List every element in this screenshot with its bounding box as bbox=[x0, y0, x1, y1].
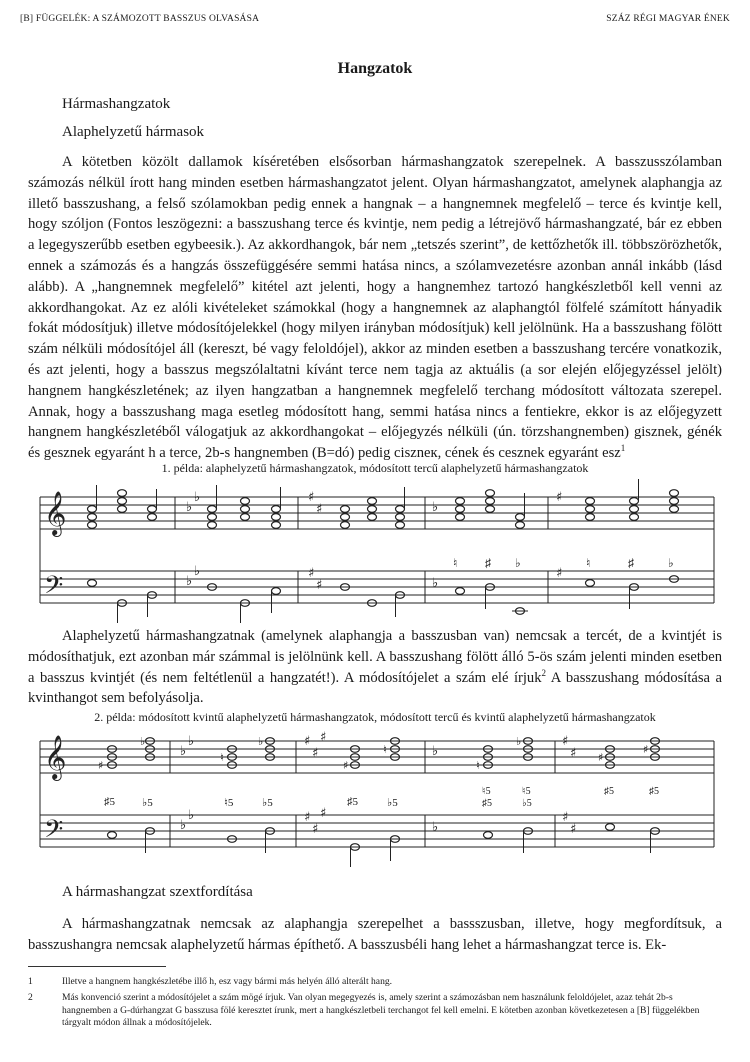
example-2-bass-staff bbox=[40, 815, 714, 847]
svg-text:♭: ♭ bbox=[432, 744, 439, 759]
svg-text:♭: ♭ bbox=[194, 490, 201, 505]
example-1-caption: 1. példa: alaphelyzetű hármashangzatok, módosított tercű alaphelyzetű hármashangzatok bbox=[161, 461, 589, 475]
figure: ♯ bbox=[485, 556, 491, 570]
treble-clef-icon: 𝄞 bbox=[44, 491, 67, 535]
svg-text:♭: ♭ bbox=[432, 576, 439, 591]
svg-text:♭: ♭ bbox=[188, 808, 195, 823]
figure: ♭5 bbox=[387, 797, 398, 809]
svg-text:♭: ♭ bbox=[194, 564, 201, 579]
footnote-number: 1 bbox=[28, 976, 33, 987]
svg-text:♮: ♮ bbox=[220, 751, 224, 764]
svg-text:♯: ♯ bbox=[562, 734, 569, 749]
svg-text:♭: ♭ bbox=[432, 500, 439, 515]
svg-text:♭: ♭ bbox=[186, 500, 193, 515]
footnote-2 bbox=[28, 992, 722, 1030]
figure: ♯5 bbox=[482, 798, 492, 809]
svg-text:♭: ♭ bbox=[140, 735, 146, 748]
figure: ♭5 bbox=[142, 797, 153, 809]
svg-text:♭: ♭ bbox=[180, 744, 187, 759]
figure: ♭ bbox=[515, 556, 521, 570]
treble-clef-icon: 𝄞 bbox=[44, 735, 67, 779]
footnote-ref-1: 1 bbox=[620, 443, 626, 454]
svg-text:♭: ♭ bbox=[188, 734, 195, 749]
figure: ♯5 bbox=[347, 796, 358, 808]
svg-text:♭: ♭ bbox=[258, 735, 264, 748]
page-title: Hangzatok bbox=[337, 60, 413, 77]
svg-text:♭: ♭ bbox=[180, 818, 187, 833]
svg-text:♯: ♯ bbox=[312, 746, 319, 761]
svg-text:♭: ♭ bbox=[516, 735, 522, 748]
footnote-text: Más konvenció szerint a módosítójelet a szám mögé írjuk. Van olyan megegyezés is, amely szerint a számozásban nem használunk feloldójelet, azaz tehát 2b-s hangnemben a G-dúrhangzat G basszusa fölé keresztet írunk, mert a hangkészletbeli terchangot fel kell emelni. E kötetben azonban következetesen a [B] függelékben tárgyalt módon állnak a módosítójelek. bbox=[62, 992, 700, 1028]
running-header-left: [B] FÜGGELÉK: A SZÁMOZOTT BASSZUS OLVASÁSA bbox=[20, 14, 260, 24]
svg-text:♯: ♯ bbox=[98, 759, 104, 772]
svg-text:♭: ♭ bbox=[186, 574, 193, 589]
svg-text:♯: ♯ bbox=[343, 759, 349, 772]
bass-clef-icon: 𝄢 bbox=[44, 571, 64, 606]
svg-text:♯: ♯ bbox=[556, 566, 563, 581]
figure: ♯ bbox=[628, 556, 634, 570]
svg-text:♯: ♯ bbox=[320, 806, 327, 821]
svg-text:♮: ♮ bbox=[476, 759, 480, 772]
figure: ♭5 bbox=[522, 798, 532, 809]
svg-text:♯: ♯ bbox=[598, 751, 604, 764]
figure: ♭ bbox=[668, 556, 674, 570]
figure: ♮5 bbox=[482, 786, 491, 797]
svg-text:♯: ♯ bbox=[570, 746, 577, 761]
section-heading-inversion: A hármashangzat szextfordítása bbox=[62, 884, 253, 900]
paragraph-3: A hármashangzatnak nemcsak az alaphangja szerepelhet a bassszusban, illetve, hogy megfordítsuk, a basszushangra nemcsak alaphelyzetű hármas építhető. A basszusbéli hang lehet a hármashangzat terce is. Ek- bbox=[28, 916, 722, 953]
figure: ♮5 bbox=[522, 786, 531, 797]
svg-text:♭: ♭ bbox=[432, 820, 439, 835]
svg-text:♯: ♯ bbox=[562, 810, 569, 825]
running-header-right: SZÁZ RÉGI MAGYAR ÉNEK bbox=[606, 14, 730, 24]
example-2-caption: 2. példa: módosított kvintű alaphelyzetű hármashangzatok, módosított tercű és kvintű alaphelyzetű hármashangzatok bbox=[94, 710, 656, 724]
figure: ♮ bbox=[453, 556, 458, 570]
footnote-divider bbox=[28, 966, 166, 967]
footnote-number: 2 bbox=[28, 992, 33, 1003]
svg-text:♯: ♯ bbox=[308, 566, 315, 581]
figure: ♮5 bbox=[224, 797, 234, 809]
svg-text:♯: ♯ bbox=[316, 578, 323, 593]
svg-text:♯: ♯ bbox=[316, 502, 323, 517]
subsection-heading: Alaphelyzetű hármasok bbox=[62, 124, 205, 140]
svg-text:♯: ♯ bbox=[312, 822, 319, 837]
figure: ♯5 bbox=[604, 786, 614, 797]
footnote-ref-2: 2 bbox=[541, 667, 547, 678]
svg-text:♯: ♯ bbox=[643, 743, 649, 756]
svg-text:♮: ♮ bbox=[383, 743, 387, 756]
svg-text:♯: ♯ bbox=[304, 810, 311, 825]
paragraph-2-end: A basszushang módosítása a kvinthangot sem befolyásolja. bbox=[28, 669, 723, 707]
paragraph-1-text: A kötetben közölt dallamok kíséretében elsősorban hármashangzatok szerepelnek. A basszusszólamban számozás nélkül írott hang minden esetben hármashangzatot jelent. Olyan hármashangzatot, amelynek alaphangja az illető basszushang, a felső szólamokban pedig ennek a hangnak – a hangnemnek megfelelő – terce és kvintje kell, hogy szóljon (Fontos leszögezni: a basszushang terce és kvintje, nem pedig a létrejövő hármashangzaté, bár ez ebben a legegyszerűbb esetben egybeesik.). Az akkordhangok, bár nem „tetszés szerint”, de kettőzhetők ill. többszörözhetők, ennek a számozás és a hangzás összefüggésére semmi hatása nincs, a szólamvezetésre azonban annál inkább (lásd alább). A „hangnemnek megfelelő” kitétel azt jelenti, hogy a hangnemhez tartozó hangkészletből kell venni az akkordhangokat. Az ez alóli kivételeket számokkal (hogy a hangnemnek az alaphangtól fölfelé számított hányadik fokát módosítjuk) illetve módosítójelekkel (hogy milyen irányban módosítjuk) kell jelölnünk. Ha a basszushang fölött szám nélküli módosítójel áll (kereszt, bé vagy feloldójel), akkor az minden esetben a basszushang tercére vonatkozik, és azt jelenti, hogy a basszus megszólaltatni kívánt terce nem tagja az aktuális (a sor elején előjegyzéssel jelölt) hangnem hangkészletének; az ilyen hangzatban a hangnemnek megfelelő terchang módosított változata szerepel. Annak, hogy a basszushang maga esetleg módosított hang, semmi hatása nincs a fentiekre, ekkor is az előjegyzett hangnem hangkészletéből válogatjuk az akkordhangokat – előjegyzés nélküli (ún. törzshangnemben) gisznek, génék és gesznek egyaránt h a terce, 2b-s hangnemben (B=dó) pedig ciszneк, cének és cesznek egyaránt esz bbox=[28, 154, 722, 462]
bass-clef-icon: 𝄢 bbox=[44, 815, 64, 850]
footnote-1 bbox=[28, 976, 722, 989]
svg-text:♯: ♯ bbox=[308, 490, 315, 505]
figure: ♯5 bbox=[649, 786, 659, 797]
paragraph-2-text: Alaphelyzetű hármashangzatnak (amelynek alaphangja a basszusban van) nemcsak a tercét, de a kvintjét is módosíthatjuk, ezt azonban már számmal is jelölnünk kell. A basszushang fölött álló 5-ös szám jelenti minden esetben a basszus kvintjét (és nem feltétlenül a hangzatét!). A módosítójelet a szám elé írjuk bbox=[28, 628, 722, 686]
figure: ♭5 bbox=[262, 797, 273, 809]
svg-text:♯: ♯ bbox=[556, 490, 563, 505]
svg-text:♯: ♯ bbox=[304, 734, 311, 749]
svg-text:♯: ♯ bbox=[320, 730, 327, 745]
figure: ♮ bbox=[586, 556, 591, 570]
svg-text:♯: ♯ bbox=[570, 822, 577, 837]
section-heading: Hármashangzatok bbox=[62, 96, 171, 112]
figure: ♯5 bbox=[104, 796, 115, 808]
footnote-text: Illetve a hangnem hangkészletébe illő h, esz vagy bármi más helyén álló alterált hang. bbox=[62, 976, 393, 987]
